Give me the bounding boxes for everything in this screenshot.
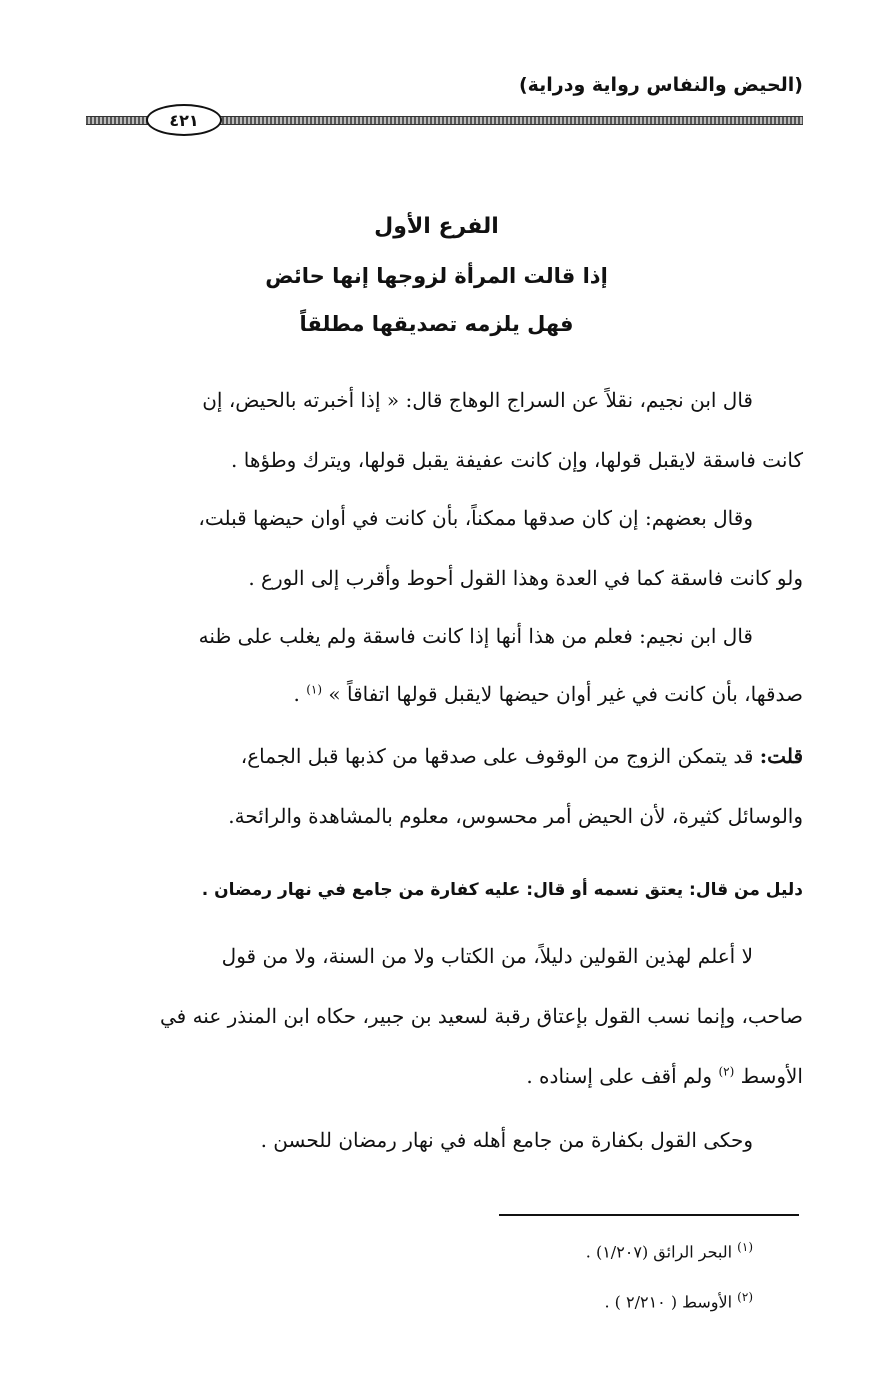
paragraph-text: الأوسط [740,1064,803,1088]
paragraph-text: صدقها، بأن كانت في غير أوان حيضها لايقبل قولها اتفاقاً » [328,682,803,706]
paragraph-text: ولم أقف على إسناده . [526,1064,713,1088]
footnote-text: البحر الرائق (١/٢٠٧) . [585,1242,733,1262]
footnote [605,1290,754,1311]
sentence-end: . [293,682,300,706]
footnote-divider [499,1214,799,1216]
page-number: ٤٢١ [146,104,222,136]
footnote-ref: (٢) [718,1064,735,1079]
footnote-ref: (١) [306,682,323,697]
paragraph-text: قد يتمكن الزوج من الوقوف على صدقها من كذبها قبل الجماع، [240,744,754,768]
footnote [586,1240,753,1261]
footnote-number: (١) [737,1240,753,1254]
running-title: (الحيض والنفاس رواية ودراية) [518,74,803,96]
paragraph-line: كانت فاسقة لايقبل قولها، وإن كانت عفيفة يقبل قولها، ويترك وطؤها . [231,448,803,472]
question-heading-line1: إذا قالت المرأة لزوجها إنها حائض [265,264,608,288]
footnote-text: الأوسط ( ٢/٢١٠ ) . [604,1292,733,1312]
remark-label: قلت: [759,744,803,768]
paragraph-line [78,682,803,706]
paragraph-line: وحكى القول بكفارة من جامع أهله في نهار رمضان للحسن . [260,1128,753,1152]
paragraph-line: صاحب، وإنما نسب القول بإعتاق رقبة لسعيد بن جبير، حكاه ابن المنذر عنه في [160,1004,803,1028]
paragraph-line [78,1064,803,1088]
paragraph-line: قال ابن نجيم: فعلم من هذا أنها إذا كانت فاسقة ولم يغلب على ظنه [198,624,753,648]
paragraph-line: قال ابن نجيم، نقلاً عن السراج الوهاج قال: « إذا أخبرته بالحيض، إن [202,388,753,412]
footnote-number: (٢) [737,1290,753,1304]
paragraph-line: ولو كانت فاسقة كما في العدة وهذا القول أحوط وأقرب إلى الورع . [248,566,803,590]
question-heading-line2: فهل يلزمه تصديقها مطلقاً [299,312,574,336]
paragraph-line [78,744,803,768]
paragraph-line: لا أعلم لهذين القولين دليلاً، من الكتاب ولا من السنة، ولا من قول [221,944,753,968]
evidence-heading: دليل من قال: يعتق نسمه أو قال: عليه كفارة من جامع في نهار رمضان . [201,880,803,900]
paragraph-line: وقال بعضهم: إن كان صدقها ممكناً، بأن كانت في أوان حيضها قبلت، [198,506,753,530]
paragraph-line: والوسائل كثيرة، لأن الحيض أمر محسوس، معلوم بالمشاهدة والرائحة. [228,804,803,828]
section-title: الفرع الأول [374,214,499,239]
